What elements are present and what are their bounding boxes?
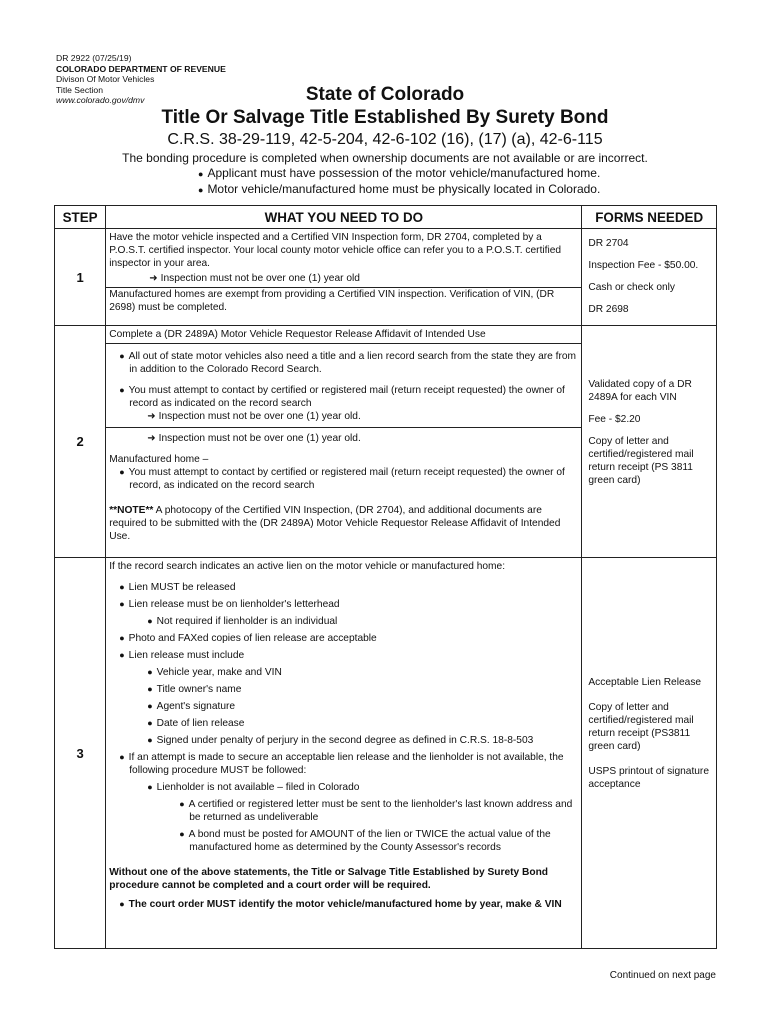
table-row-step-2 xyxy=(55,326,717,558)
header-forms: FORMS NEEDED xyxy=(582,206,717,229)
intro-text: The bonding procedure is completed when ownership documents are not available or are incorrect. xyxy=(122,151,648,165)
step-number: 1 xyxy=(55,229,106,326)
intro-bullet: ● Applicant must have possession of the motor vehicle/manufactured home. xyxy=(198,166,601,180)
continued-note: Continued on next page xyxy=(609,970,716,981)
intro-bullet-list xyxy=(198,166,600,198)
list-item: ● Lienholder is not available – filed in Colorado xyxy=(147,782,360,793)
step-1-manufactured-text: Manufactured homes are exempt from providing a Certified VIN inspection. Verification of VIN, (DR 2698) must be completed. xyxy=(109,289,555,313)
form-item: Cash or check only xyxy=(588,282,676,293)
step-1-text: Have the motor vehicle inspected and a Certified VIN Inspection form, DR 2704, completed by a P.O.S.T. certified inspector. Your local county motor vehicle office can refer you to a P.O.S.T. certified inspector in your area. xyxy=(109,232,562,269)
intro-bullet: ● Motor vehicle/manufactured home must be physically located in Colorado. xyxy=(198,182,601,196)
list-item: ● Lien release must include xyxy=(119,650,245,661)
step-3-warning: Without one of the above statements, the Title or Salvage Title Established by Surety Bond procedure cannot be completed and a court order will be required. xyxy=(109,867,549,891)
form-item: Acceptable Lien Release xyxy=(588,677,702,688)
step-2-forms xyxy=(582,326,717,558)
list-item: ● Lien MUST be released xyxy=(119,582,236,593)
step-2-intro: Complete a (DR 2489A) Motor Vehicle Requestor Release Affidavit of Intended Use xyxy=(109,329,486,340)
document-title: Title Or Salvage Title Established By Surety Bond xyxy=(161,107,609,128)
form-item: Inspection Fee - $50.00. xyxy=(588,260,699,271)
table-row-step-1 xyxy=(55,229,717,326)
website-link[interactable]: www.colorado.gov/dmv xyxy=(56,95,145,106)
form-item: Fee - $2.20 xyxy=(588,414,641,425)
arrow-icon: ➜ xyxy=(147,411,156,422)
form-item: USPS printout of signature acceptance xyxy=(588,766,709,790)
list-item: ● Not required if lienholder is an individual xyxy=(147,616,338,627)
statute-reference: C.R.S. 38-29-119, 42-5-204, 42-6-102 (16), (17) (a), 42-6-115 xyxy=(167,131,603,148)
list-item: ● Lien release must be on lienholder's letterhead xyxy=(119,599,340,610)
bullet-icon: ● xyxy=(198,185,204,195)
manufactured-home-label: Manufactured home – xyxy=(109,454,209,465)
arrow-icon: ➜ xyxy=(149,273,158,284)
bullet-icon: ● xyxy=(198,169,204,179)
arrow-note: ➜ Inspection must not be over one (1) year old. xyxy=(147,433,361,444)
list-item: ● A bond must be posted for AMOUNT of the lien or TWICE the actual value of the manufactured home as determined by the County Assessor's records xyxy=(179,829,551,853)
list-item: ● You must attempt to contact by certified or registered mail (return receipt requested) the owner of record as indicated on the record search xyxy=(119,385,565,409)
step-3-instructions xyxy=(106,558,582,949)
arrow-icon: ➜ xyxy=(147,433,156,444)
step-3-forms xyxy=(582,558,717,949)
list-item: ● All out of state motor vehicles also need a title and a lien record search from the state they are from in addition to the Colorado Record Search. xyxy=(119,351,577,375)
list-item: ● Agent's signature xyxy=(147,701,236,712)
list-item: ● If an attempt is made to secure an acceptable lien release and the lienholder is not available, the following procedure MUST be followed: xyxy=(119,752,564,776)
table-header-row xyxy=(55,206,717,229)
step-1-forms xyxy=(582,229,717,326)
list-item: ● Photo and FAXed copies of lien release are acceptable xyxy=(119,633,377,644)
list-item: ● Vehicle year, make and VIN xyxy=(147,667,282,678)
form-item: Copy of letter and certified/registered mail return receipt (PS3811 green card) xyxy=(588,702,694,752)
form-item: DR 2704 xyxy=(588,238,629,249)
list-item: ● The court order MUST identify the motor vehicle/manufactured home by year, make & VIN xyxy=(119,899,562,910)
header-step: STEP xyxy=(55,206,106,229)
divider xyxy=(106,343,581,344)
division-name: Divison Of Motor Vehicles xyxy=(56,74,155,85)
step-2-note: **NOTE** A photocopy of the Certified VIN Inspection, (DR 2704), and additional documents are required to be submitted with the (DR 2489A) Motor Vehicle Requestor Release Affidavit of Intended Use. xyxy=(109,505,561,542)
list-item: ● Title owner's name xyxy=(147,684,242,695)
list-item: ● A certified or registered letter must be sent to the lienholder's last known address and be returned as undeliverable xyxy=(179,799,573,823)
list-item: ● Date of lien release xyxy=(147,718,245,729)
form-item: Copy of letter and certified/registered mail return receipt (PS 3811 green card) xyxy=(588,436,694,486)
header-what: WHAT YOU NEED TO DO xyxy=(106,206,582,229)
form-item: Validated copy of a DR 2489A for each VIN xyxy=(588,379,692,403)
bullet-icon: ● xyxy=(119,351,125,361)
step-1-instructions xyxy=(106,229,582,326)
step-number: 2 xyxy=(55,326,106,558)
list-item: ● You must attempt to contact by certified or registered mail (return receipt requested) the owner of record, as indicated on the record search xyxy=(119,467,565,491)
section-name: Title Section xyxy=(56,84,103,95)
document-title-state: State of Colorado xyxy=(305,84,465,105)
bullet-icon: ● xyxy=(119,467,125,477)
arrow-note: ➜ Inspection must not be over one (1) year old. xyxy=(147,411,361,422)
step-3-intro: If the record search indicates an active lien on the motor vehicle or manufactured home: xyxy=(109,561,506,572)
step-1-arrow-note: ➜ Inspection must not be over one (1) year old xyxy=(149,273,360,284)
list-item: ● Signed under penalty of perjury in the second degree as defined in C.R.S. 18-8-503 xyxy=(147,735,534,746)
bullet-icon: ● xyxy=(119,385,125,395)
form-item: DR 2698 xyxy=(588,304,629,315)
steps-table xyxy=(54,205,717,949)
table-row-step-3 xyxy=(55,558,717,949)
department-name: COLORADO DEPARTMENT OF REVENUE xyxy=(56,63,226,74)
form-number: DR 2922 (07/25/19) xyxy=(56,53,132,63)
divider xyxy=(106,427,581,428)
step-number: 3 xyxy=(55,558,106,949)
step-2-instructions xyxy=(106,326,582,558)
